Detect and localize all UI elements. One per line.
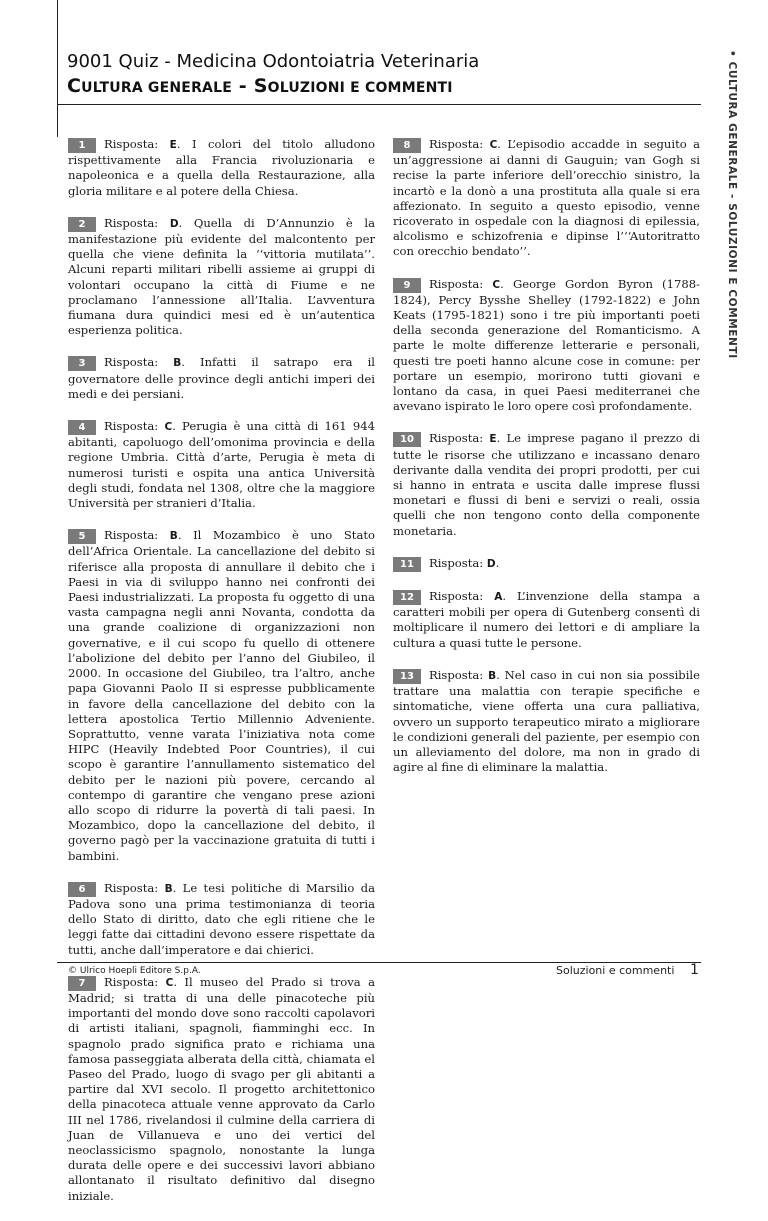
item-number: 2 (68, 217, 96, 232)
section-title-rest1: ULTURA GENERALE (81, 80, 232, 96)
right-column (393, 137, 700, 792)
answer-item-6 (68, 881, 375, 958)
answer-item-12 (393, 589, 700, 651)
answer-text: . Perugia è una città di 161 944 abitanti, capoluogo dell’omonima provincia e della regione Umbria. Città d’arte, Perugia è meta di numerosi turisti e ospita una antica Università degli studi, fondata nel 1308, oltre che la maggiore Università per stranieri d’Italia. (68, 419, 376, 511)
answer-text: . George Gordon Byron (1788-1824), Percy Bysshe Shelley (1792-1822) e John Keats (1795-1821) sono i tre più importanti poeti della seconda generazione del Romanticismo. A parte le molte differenze letterarie e personali, questi tre poeti hanno alcune cose in comune: per portare un esempio, morirono tutti giovani e lontano da casa, in quei Paesi mediterranei che avevano ispirato le loro opere così profondamente. (393, 276, 701, 414)
margin-vertical-line (57, 0, 58, 137)
answer-letter: D (486, 557, 496, 570)
answer-label: Risposta: (429, 555, 484, 570)
answer-item-2 (68, 216, 375, 339)
answer-text: . Le imprese pagano il prezzo di tutte le risorse che utilizzano e incassano denaro derivante dalla vendita dei propri prodotti, per cui si hanno in entrata e uscita dalle imprese flussi monetari e flussi di beni e servizi o reali, ossia quelli che non tengono conto della componente monetaria. (393, 431, 700, 538)
answer-item-4 (68, 419, 375, 511)
footer-rule (57, 962, 701, 963)
answer-label: Risposta: (429, 431, 484, 446)
item-number: 13 (393, 669, 421, 684)
answer-letter: B (488, 669, 497, 682)
section-title-cap2: S (253, 75, 268, 97)
section-title-sep: - (231, 75, 254, 97)
answer-label: Risposta: (104, 974, 159, 989)
answer-letter: D (169, 217, 179, 230)
answer-label: Risposta: (104, 419, 159, 434)
left-column (68, 137, 375, 1221)
item-number: 12 (393, 590, 421, 605)
side-tab (726, 50, 746, 380)
answer-item-7 (68, 975, 375, 1204)
answer-item-11 (393, 556, 700, 572)
answer-label: Risposta: (429, 137, 484, 151)
answer-label: Risposta: (104, 215, 159, 230)
answer-label: Risposta: (104, 880, 159, 895)
answer-label: Risposta: (429, 667, 484, 682)
answer-label: Risposta: (104, 528, 159, 543)
page-number: 1 (690, 962, 699, 978)
answer-letter: B (164, 882, 173, 895)
answer-item-13 (393, 668, 700, 775)
answer-item-8 (393, 137, 700, 260)
section-title-rest2: OLUZIONI E COMMENTI (267, 80, 453, 96)
section-title (67, 74, 707, 100)
answer-text: . Nel caso in cui non sia possibile trattare una malattia con terapie specifiche e sintomatiche, viene offerta una cura palliativa, ovvero un supporto terapeutico mirato a migliorare le condizioni generali del paziente, per esempio con un alleviamento del dolore, ma non in grado di agire al fine di eliminare la malattia. (393, 667, 700, 775)
answer-item-10 (393, 431, 700, 538)
answer-label: Risposta: (104, 355, 159, 370)
publisher-credit: © Ulrico Hoepli Editore S.p.A. (68, 966, 201, 976)
answer-letter: E (169, 139, 177, 151)
answer-text: . Infatti il satrapo era il governatore delle province degli antichi imperi dei medi e dei persiani. (68, 355, 375, 401)
item-number: 4 (68, 420, 96, 435)
answer-letter: A (494, 591, 503, 604)
answer-item-9 (393, 277, 700, 415)
answer-letter: B (169, 530, 178, 543)
item-number: 5 (68, 529, 96, 544)
answer-letter: C (489, 139, 498, 151)
item-number: 3 (68, 356, 96, 371)
item-number: 6 (68, 882, 96, 897)
book-title: 9001 Quiz - Medicina Odontoiatria Veterinaria (67, 51, 480, 72)
answer-letter: C (164, 421, 173, 434)
item-number: 10 (393, 432, 421, 447)
answer-label: Risposta: (429, 276, 484, 291)
answer-text: . (495, 555, 500, 570)
header-rule (57, 104, 701, 105)
answer-item-3 (68, 355, 375, 402)
item-number: 11 (393, 557, 421, 572)
answer-letter: E (489, 433, 497, 446)
answer-item-1 (68, 137, 375, 199)
side-tab-label: • CULTURA GENERALE - SOLUZIONI E COMMENTI (726, 50, 738, 359)
answer-text: . L’episodio accadde in seguito a un’aggressione ai danni di Gauguin; van Gogh si recise la parte inferiore dell’orecchio sinistro, la incartò e la donò a una prostituta alla quale si era affezionato. In seguito a questo episodio, venne ricoverato in ospedale con la diagnosi di epilessia, alcolismo e schizofrenia e dipinse l’‘‘Autoritratto con orecchio bendato’’. (393, 137, 700, 259)
item-number: 8 (393, 138, 421, 153)
answer-text: . I colori del titolo alludono rispettivamente alla Francia rivoluzionaria e napoleonica e a quella della Restaurazione, alla gloria militare e al potere della Chiesa. (68, 137, 375, 198)
answer-text: . L’invenzione della stampa a caratteri mobili per opera di Gutenberg consentì di moltiplicare il numero dei lettori e di ampliare la cultura a quasi tutte le persone. (393, 589, 701, 650)
item-number: 7 (68, 976, 96, 991)
answer-text: . Il museo del Prado si trova a Madrid; si tratta di una delle pinacoteche più importanti del mondo dove sono raccolti capolavori di artisti italiani, spagnoli, fiamminghi ecc. In spagnolo prado significa prato e richiama una famosa passeggiata alberata della città, chiamata el Paseo del Prado, luogo di svago per gli abitanti a partire dal XVI secolo. Il progetto architettonico della pinacoteca attuale venne approvato da Carlo III nel 1786, rivelandosi il culmine della carriera di Juan de Villanueva e uno dei vertici del neoclassicismo spagnolo, nonostante la lunga durata delle opere e dei successivi lavori abbiano allontanato il risultato definitivo dal disegno iniziale. (68, 974, 375, 1203)
answer-letter: C (492, 278, 501, 291)
section-title-cap1: C (67, 75, 82, 97)
answer-text: . Le tesi politiche di Marsilio da Padova sono una prima testimonianza di teoria dello Stato di diritto, dato che egli ritiene che le leggi fatte dai cittadini devono essere rispettate da tutti, anche dall’imperatore e dai chierici. (68, 880, 375, 957)
answer-letter: C (165, 976, 174, 989)
answer-label: Risposta: (429, 589, 484, 604)
answer-text: . Il Mozambico è uno Stato dell’Africa Orientale. La cancellazione del debito si riferisce alla proposta di annullare il debito che i Paesi in via di sviluppo hanno nei confronti dei Paesi industrializzati. La proposta fu oggetto di una vasta campagna negli anni Novanta, condotta da una grande coalizione di organizzazioni non governative, e il cui scopo fu quello di ottenere l’abolizione del debito per l’anno del Giubileo, il 2000. In occasione del Giubileo, tra l’altro, anche papa Giovanni Paolo II si espresse pubblicamente in favore della cancellazione del debito con la lettera apostolica Tertio Millennio Adveniente. Soprattutto, venne varata l’iniziativa nota come HIPC (Heavily Indebted Poor Countries), il cui scopo è garantire l’annullamento sistematico del debito per le nazioni più povere, cercando al contempo di garantire che vengano prese azioni allo scopo di ridurre la povertà di tali paesi. In Mozambico, dopo la cancellazione del debito, il governo pagò per la vaccinazione gratuita di tutti i bambini. (68, 528, 376, 863)
footer-section-name: Soluzioni e commenti (556, 964, 675, 977)
answer-letter: B (173, 357, 182, 370)
item-number: 9 (393, 278, 421, 293)
page-header (67, 50, 707, 100)
item-number: 1 (68, 138, 96, 153)
answer-item-5 (68, 528, 375, 863)
answer-text: . Quella di D’Annunzio è la manifestazione più evidente del malcontento per quella che viene definita la ‘‘vittoria mutilata’’. Alcuni reparti militari ribelli assieme ai gruppi di volontari occupano la città di Fiume e ne proclamano l’annessione all’Italia. L’avventura fiumana dura quindici mesi ed è un’autentica esperienza politica. (68, 215, 376, 338)
answer-label: Risposta: (104, 137, 159, 151)
